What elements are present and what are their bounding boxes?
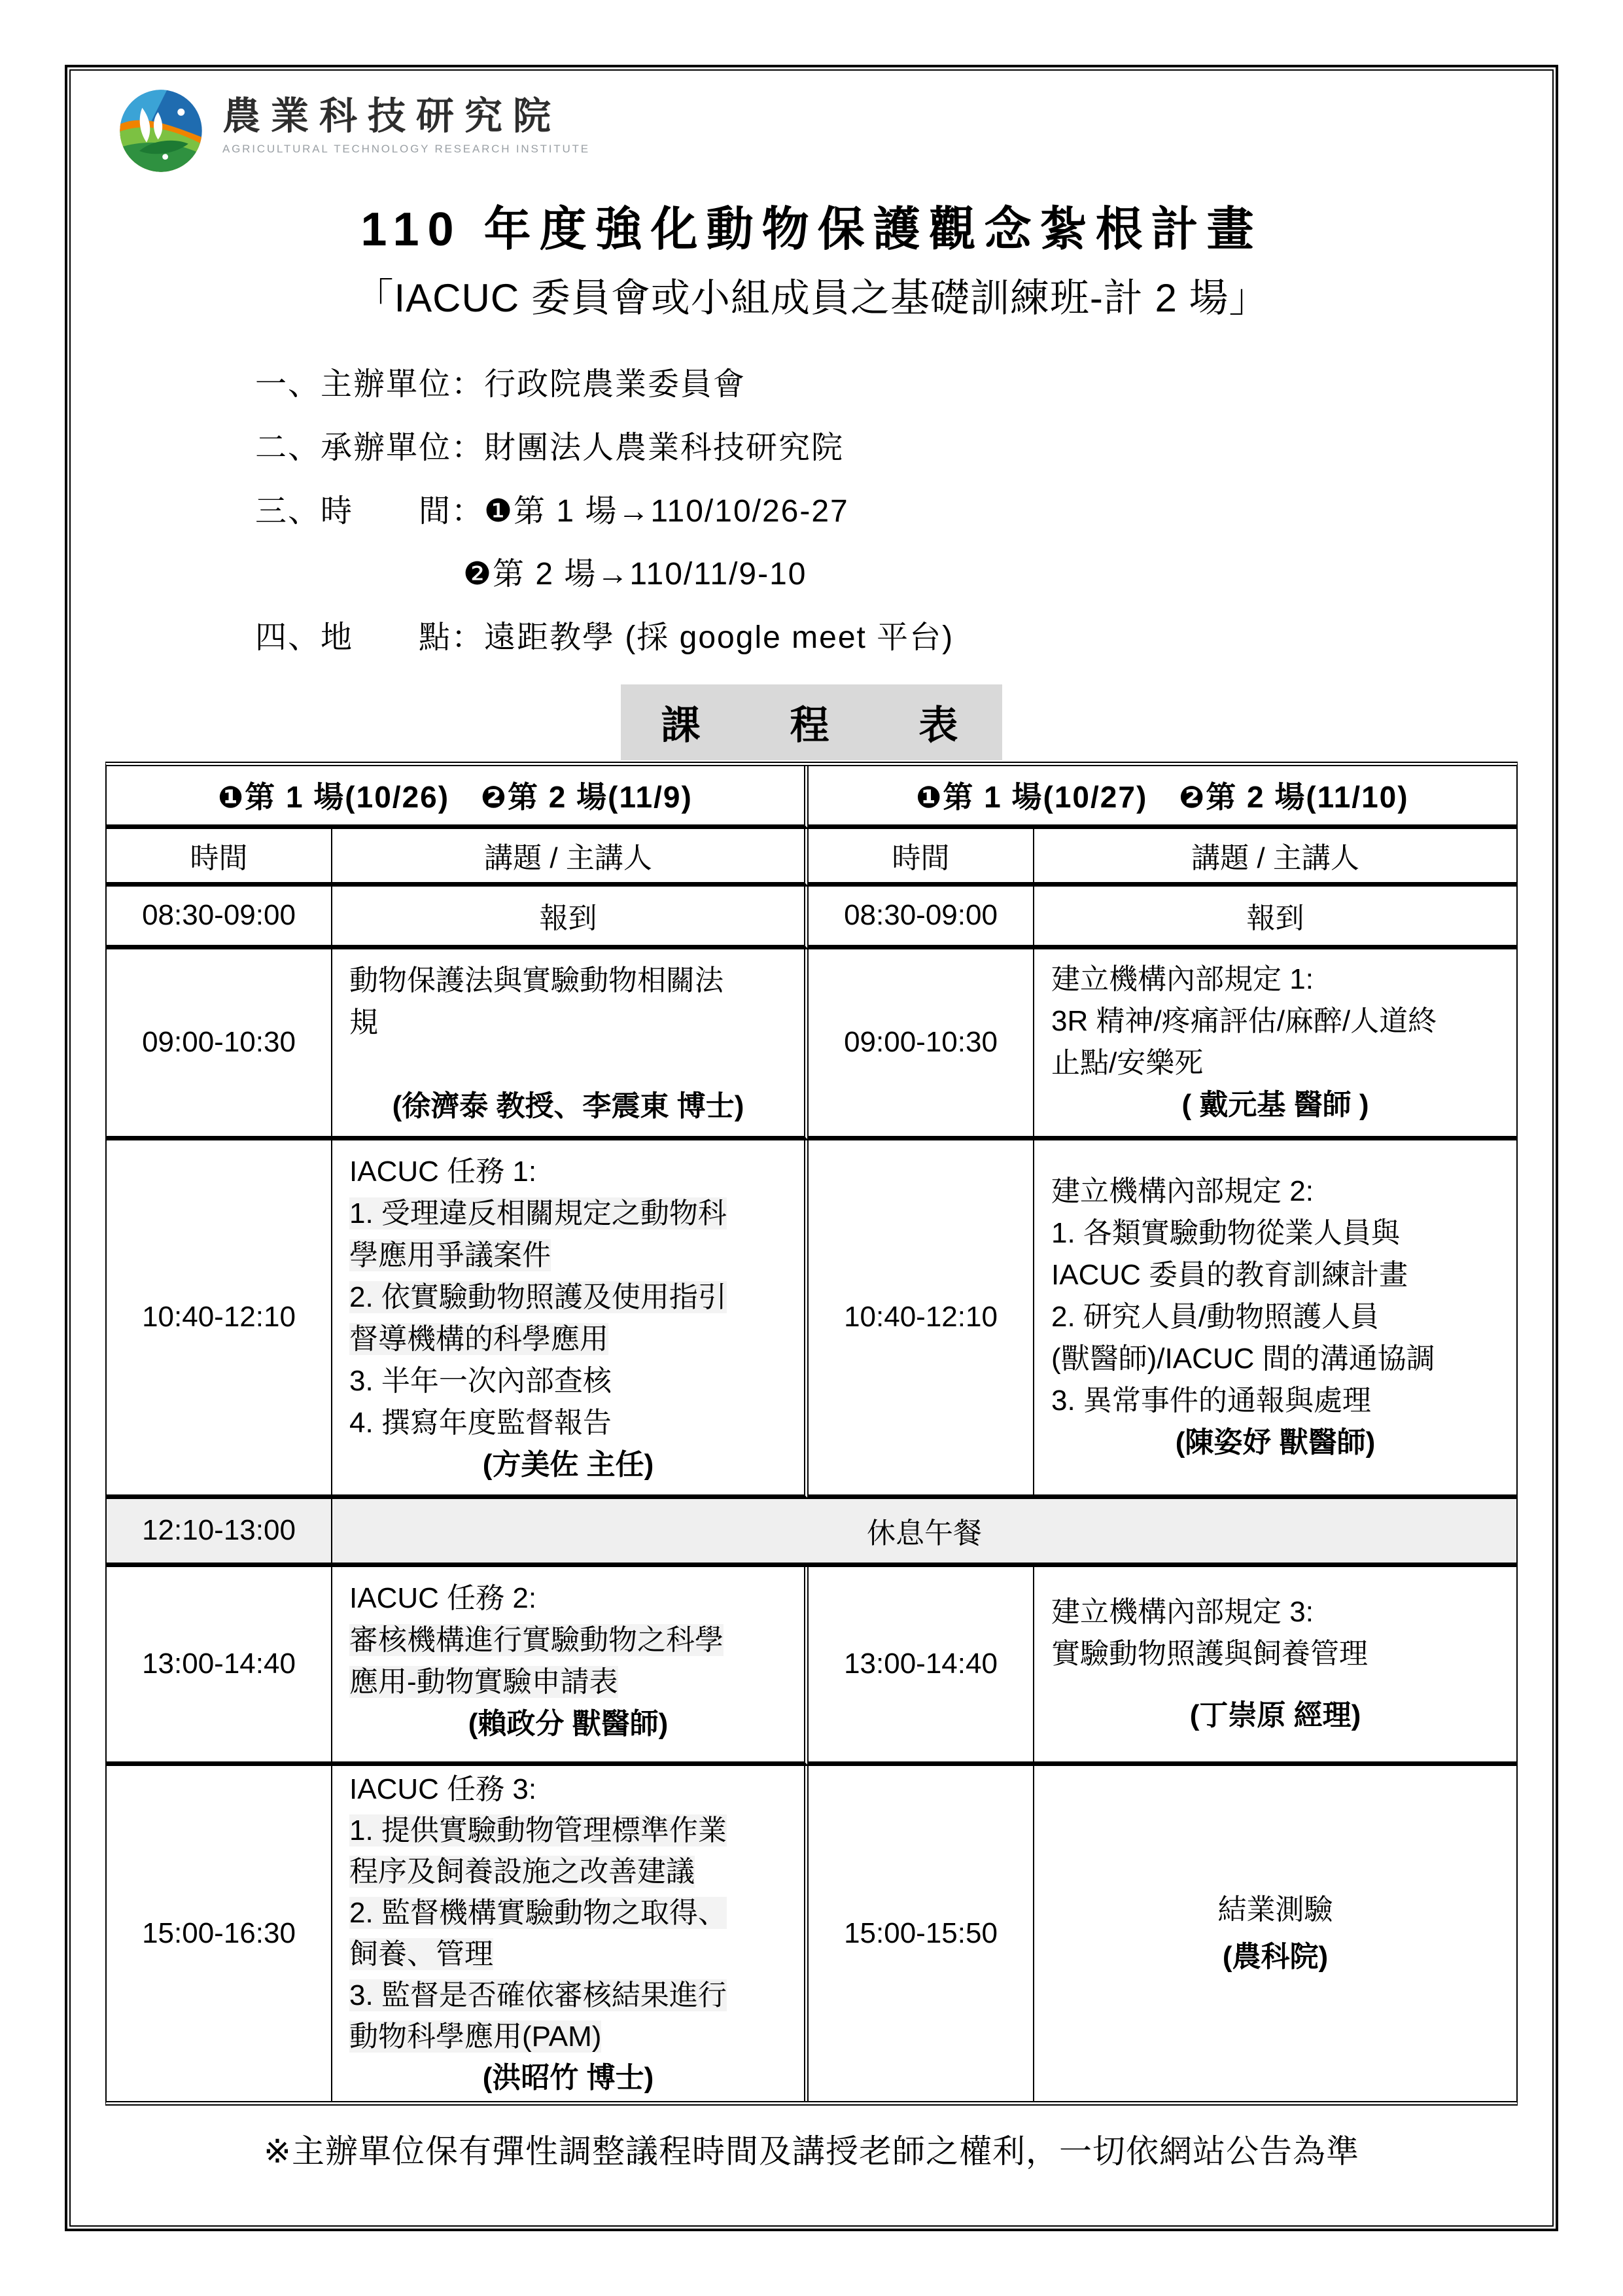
col-header-topic-right: 講題 / 主講人: [1034, 829, 1516, 887]
page-title: 110 年度強化動物保護觀念紮根計畫: [360, 203, 1263, 256]
speaker-line: (賴政分 獸醫師): [468, 1707, 669, 1740]
topic-line: IACUC 任務 2:: [349, 1581, 537, 1614]
topic-line: 建立機構內部規定 1:: [1051, 963, 1314, 996]
s1300-topic-right: [1034, 1567, 1516, 1766]
page-subtitle: 「IACUC 委員會或小組成員之基礎訓練班-計 2 場」: [354, 276, 1269, 320]
topic-line: 應用-動物實驗申請表: [349, 1665, 618, 1698]
col-header-time-right: 時間: [809, 829, 1034, 887]
lunch-time: 12:10-13:00: [107, 1499, 332, 1567]
speaker-line: (丁崇原 經理): [1189, 1699, 1361, 1732]
registration-time-left: 08:30-09:00: [107, 887, 332, 949]
s1040-topic-right: [1034, 1140, 1516, 1499]
org-name-en: AGRICULTURAL TECHNOLOGY RESEARCH INSTITUTE: [222, 142, 590, 155]
topic-line: (獸醫師)/IACUC 間的溝通協調: [1051, 1343, 1435, 1375]
s1300-time-right: 13:00-14:40: [809, 1567, 1034, 1766]
s1500-topic-left: [332, 1766, 809, 2101]
registration-topic-left: 報到: [332, 887, 809, 949]
topic-line: 結業測驗: [1217, 1893, 1333, 1926]
s1040-topic-left: [332, 1140, 809, 1499]
registration-topic-right: 報到: [1034, 887, 1516, 949]
speaker-line: (農科院): [1222, 1940, 1329, 1973]
group-header-left: ❶第 1 場(10/26) ❷第 2 場(11/9): [107, 766, 809, 829]
atri-logo-icon: [118, 88, 204, 174]
s1040-time-right: 10:40-12:10: [809, 1140, 1034, 1499]
topic-line: 1. 受理違反相關規定之動物科: [349, 1197, 727, 1229]
org-names: [222, 88, 590, 156]
topic-line: IACUC 任務 1:: [349, 1155, 537, 1188]
col-header-time-left: 時間: [107, 829, 332, 887]
footnote: ※主辦單位保有彈性調整議程時間及講授老師之權利，一切依網站公告為準: [264, 2132, 1359, 2170]
info-list: [255, 368, 1522, 656]
topic-line: 3. 半年一次內部查核: [349, 1364, 612, 1397]
s0900-time-right: 09:00-10:30: [809, 949, 1034, 1140]
s1300-time-left: 13:00-14:40: [107, 1567, 332, 1766]
topic-line: IACUC 委員的教育訓練計畫: [1051, 1259, 1408, 1292]
topic-line: 動物保護法與實驗動物相關法: [349, 964, 724, 997]
info-item-time-session2: ❷第 2 場→110/11/9-10: [463, 557, 807, 592]
info-item-time: 三、時 間：❶第 1 場→110/10/26-27: [255, 493, 849, 529]
s1500-time-left: 15:00-16:30: [107, 1766, 332, 2101]
s1500-topic-right: [1034, 1766, 1516, 2101]
info-item-organizer: 二、承辦單位：財團法人農業科技研究院: [255, 430, 845, 465]
topic-line: 學應用爭議案件: [349, 1239, 551, 1271]
topic-line: 實驗動物照護與飼養管理: [1051, 1638, 1368, 1670]
speaker-line: (方美佐 主任): [482, 1448, 654, 1481]
col-header-topic-left: 講題 / 主講人: [332, 829, 809, 887]
speaker-line: ( 戴元基 醫師 ): [1181, 1089, 1369, 1122]
page-border-outer: [65, 65, 1558, 2231]
speaker-line: (洪昭竹 博士): [482, 2061, 654, 2094]
org-name-zh: 農業科技研究院: [222, 94, 562, 138]
speaker-line: (徐濟泰 教授、李震東 博士): [392, 1089, 744, 1122]
topic-line: IACUC 任務 3:: [349, 1773, 537, 1805]
topic-line: 2. 研究人員/動物照護人員: [1051, 1301, 1380, 1333]
topic-line: 1. 各類實驗動物從業人員與: [1051, 1217, 1400, 1250]
speaker-line: (陳姿妤 獸醫師): [1175, 1426, 1376, 1459]
topic-line: 2. 監督機構實驗動物之取得、: [349, 1896, 727, 1929]
topic-line: 3. 異常事件的通報與處理: [1051, 1385, 1371, 1417]
topic-line: 2. 依實驗動物照護及使用指引: [349, 1280, 727, 1313]
info-item-location: 四、地 點：遠距教學 (採 google meet 平台): [255, 620, 954, 656]
s0900-topic-right: [1034, 949, 1516, 1140]
topic-line: 程序及飼養設施之改善建議: [349, 1855, 695, 1888]
topic-line: 3R 精神/疼痛評估/麻醉/人道終: [1051, 1005, 1437, 1038]
topic-line: 飼養、管理: [349, 1937, 493, 1970]
s1500-time-right: 15:00-15:50: [809, 1766, 1034, 2101]
topic-line: 止點/安樂死: [1051, 1047, 1204, 1080]
s1300-topic-left: [332, 1567, 809, 1766]
org-header: [118, 88, 1522, 183]
topic-line: 建立機構內部規定 2:: [1051, 1175, 1314, 1208]
topic-line: 1. 提供實驗動物管理標準作業: [349, 1814, 727, 1846]
group-header-right: ❶第 1 場(10/27) ❷第 2 場(11/10): [809, 766, 1516, 829]
info-item-host: 一、主辦單位：行政院農業委員會: [255, 367, 746, 402]
registration-time-right: 08:30-09:00: [809, 887, 1034, 949]
s0900-time-left: 09:00-10:30: [107, 949, 332, 1140]
schedule-heading: 課 程 表: [621, 684, 1003, 760]
topic-line: 督導機構的科學應用: [349, 1322, 608, 1355]
topic-line: 4. 撰寫年度監督報告: [349, 1406, 612, 1439]
topic-line: 建立機構內部規定 3:: [1051, 1596, 1314, 1629]
topic-line: 規: [349, 1006, 378, 1038]
topic-line: 審核機構進行實驗動物之科學: [349, 1623, 724, 1656]
topic-line: 動物科學應用(PAM): [349, 2020, 602, 2053]
s1040-time-left: 10:40-12:10: [107, 1140, 332, 1499]
topic-line: 3. 監督是否確依審核結果進行: [349, 1979, 727, 2011]
course-table: [105, 762, 1518, 2106]
lunch-label: 休息午餐: [332, 1499, 1516, 1567]
page-border-inner: [69, 69, 1554, 2227]
s0900-topic-left: [332, 949, 809, 1140]
schedule-heading-wrap: [101, 684, 1522, 760]
